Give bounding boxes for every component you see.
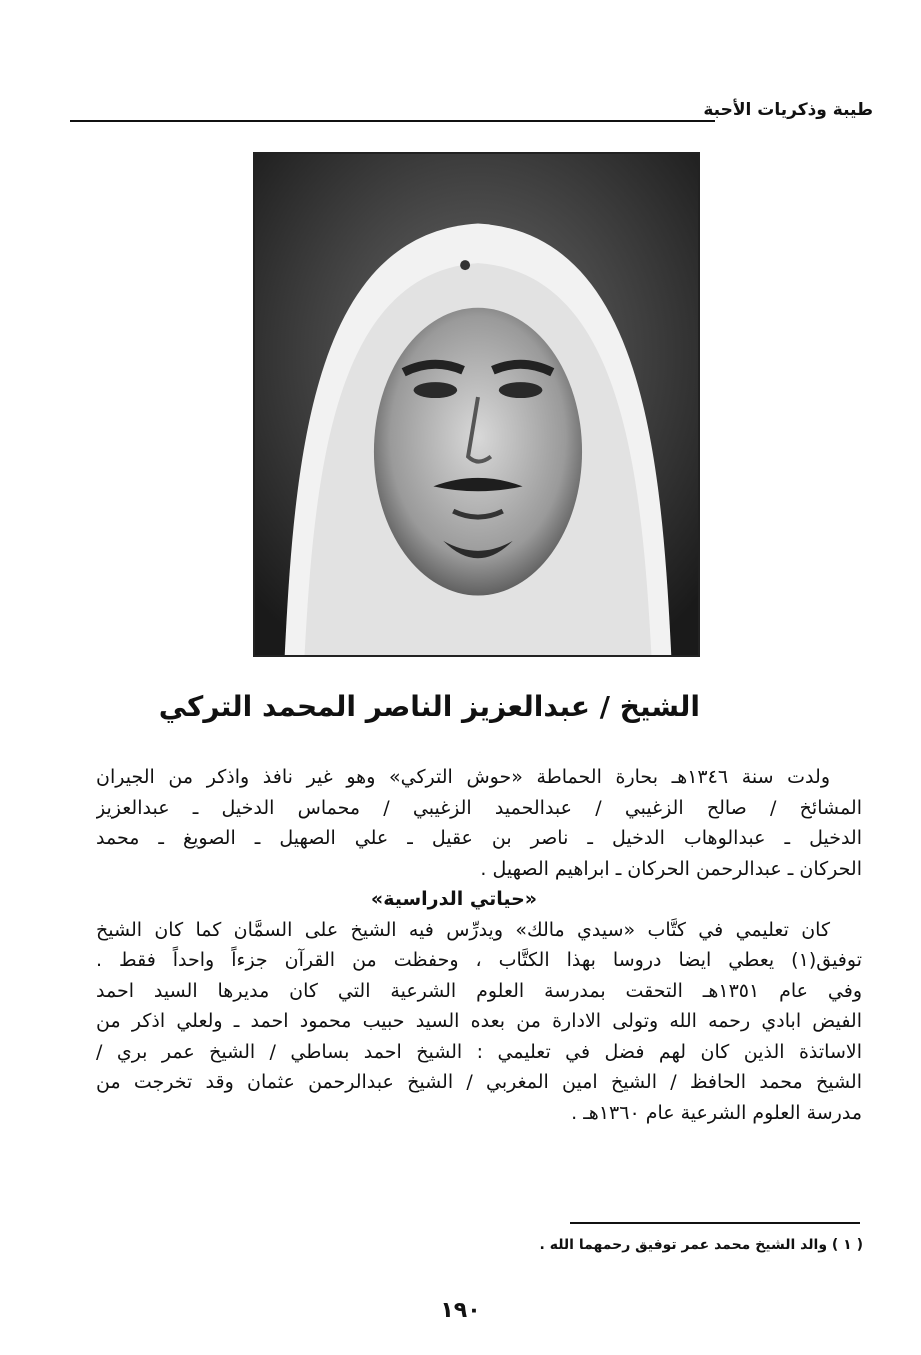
body-text — [96, 762, 862, 1128]
photo-caption: الشيخ / عبدالعزيز الناصر المحمد التركي — [158, 690, 700, 723]
text-line: كان تعليمي في كتَّاب «سيدي مالك» ويدرِّس فيه الشيخ على السمَّان كما كان الشيخ — [96, 918, 830, 941]
text-line: الاساتذة الذين كان لهم فضل في تعليمي : الشيخ احمد بساطي / الشيخ عمر بري / — [96, 1040, 862, 1063]
text-line: توفيق(١) يعطي ايضا دروسا بهذا الكتَّاب ، وحفظت من القرآن جزءاً واحداً فقط . — [96, 949, 862, 971]
text-line: المشائخ / صالح الزغيبي / عبدالحميد الزغيبي / محماس الدخيل ـ عبدالعزيز — [96, 796, 862, 819]
text-line: الفيض ابادي رحمه الله وتولى الادارة من بعده السيد حبيب محمود احمد ـ ولعلي اذكر من — [96, 1010, 862, 1032]
portrait-photo — [253, 152, 700, 657]
page-number: ١٩٠ — [440, 1298, 481, 1323]
text-line: الشيخ محمد الحافظ / الشيخ امين المغربي / الشيخ عبدالرحمن عثمان وقد تخرجت من — [96, 1071, 862, 1093]
portrait-image — [255, 154, 698, 655]
header-rule — [70, 120, 715, 122]
text-line: الحركان ـ عبدالرحمن الحركان ـ ابراهيم الصهيل . — [480, 857, 862, 880]
section-heading: «حياتي الدراسية» — [370, 888, 538, 910]
footnote: ( ١ ) والد الشيخ محمد عمر توفيق رحمهما الله . — [539, 1237, 863, 1253]
running-header-title: طيبة وذكريات الأحبة — [703, 100, 873, 120]
text-line: وفي عام ١٣٥١هـ التحقت بمدرسة العلوم الشرعية التي كان مديرها السيد احمد — [96, 979, 862, 1002]
footnote-rule — [570, 1222, 860, 1224]
text-line: مدرسة العلوم الشرعية عام ١٣٦٠هـ . — [571, 1101, 862, 1124]
text-line: الدخيل ـ عبدالوهاب الدخيل ـ ناصر بن عقيل ـ علي الصهيل ـ الصويغ ـ محمد — [96, 827, 862, 849]
text-line: ولدت سنة ١٣٤٦هـ بحارة الحماطة «حوش التركي» وهو غير نافذ واذكر من الجيران — [96, 766, 830, 788]
